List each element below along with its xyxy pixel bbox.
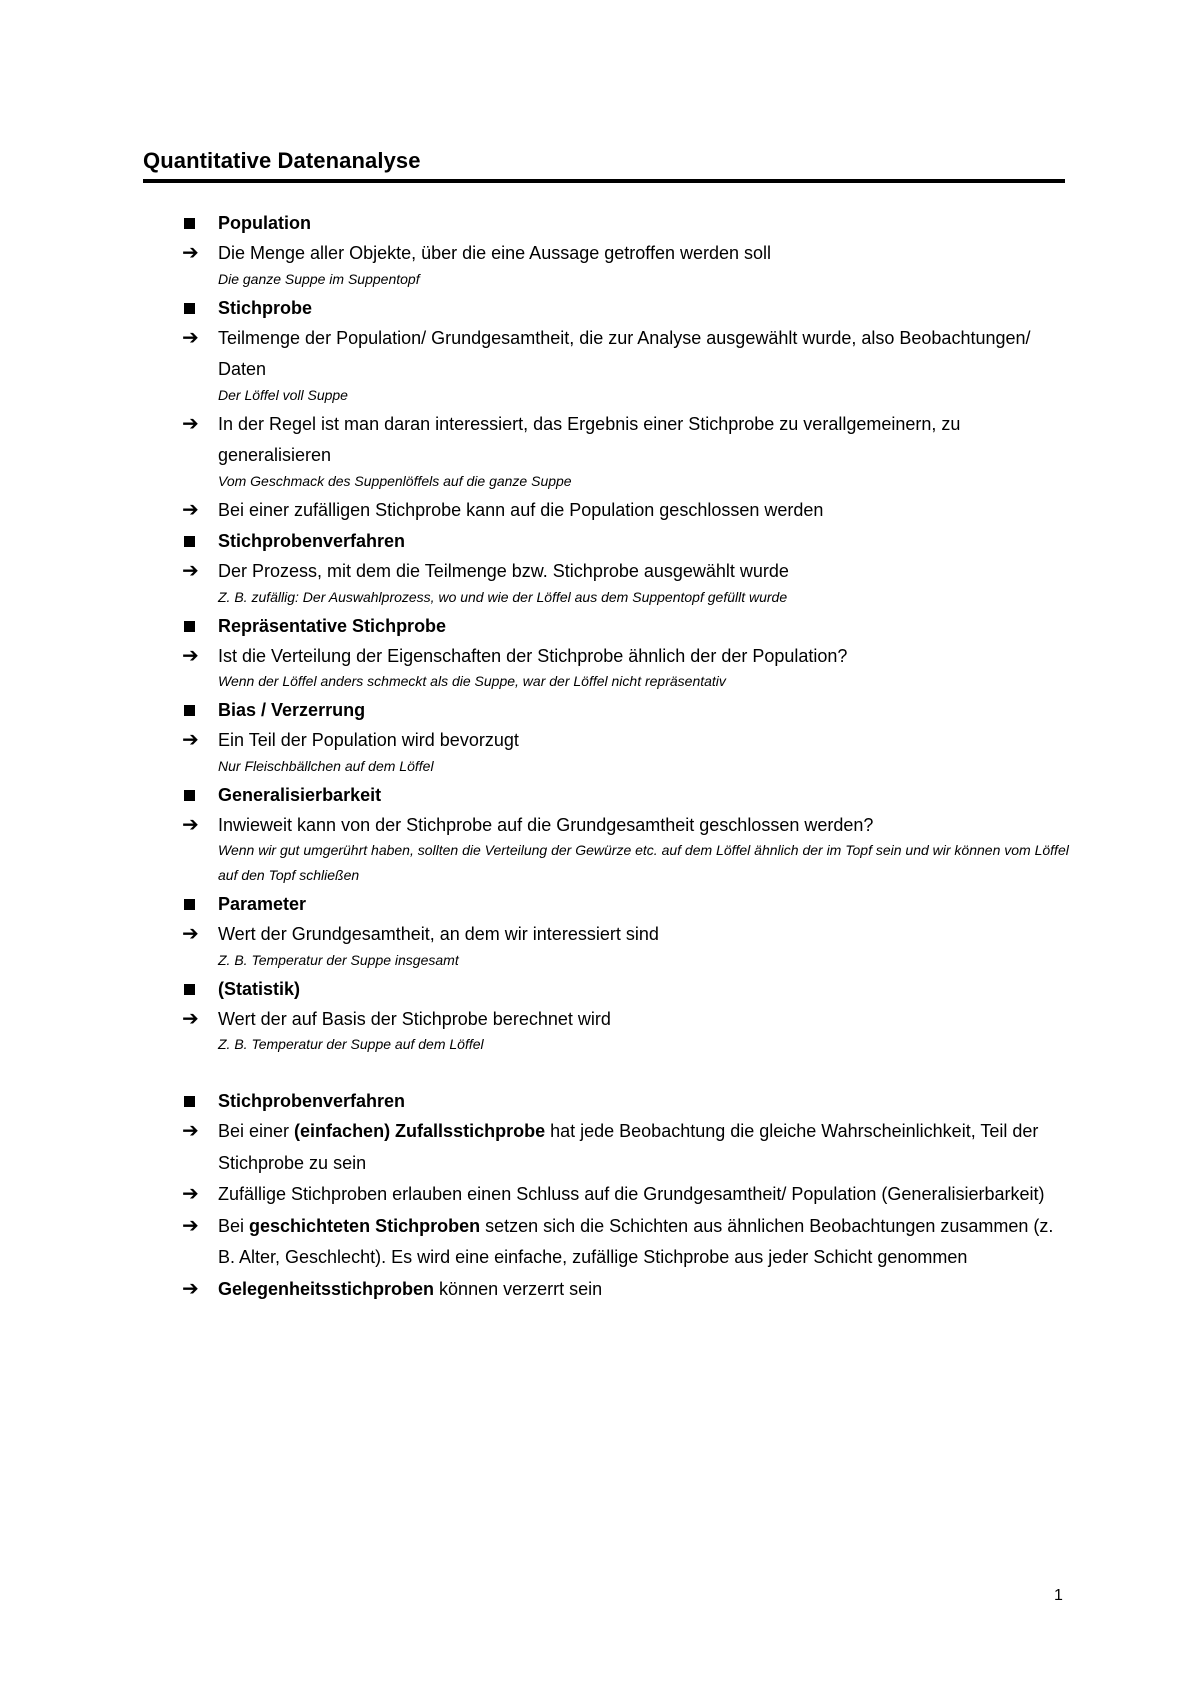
black-square-icon <box>184 984 195 995</box>
arrow-right-icon: ➔ <box>182 242 199 264</box>
bullet-heading-statistik <box>180 974 1070 1004</box>
arrow-right-icon: ➔ <box>182 923 199 945</box>
arrow-right-icon: ➔ <box>182 1214 199 1237</box>
heading-text: (Statistik) <box>218 978 301 999</box>
point-text: In der Regel ist man daran interessiert, das Ergebnis einer Stichprobe zu verallgemeinern, zu generalisieren <box>218 413 961 465</box>
point-text-bold: geschichteten Stichproben <box>249 1215 481 1236</box>
example-note: Der Löffel voll Suppe <box>218 386 348 403</box>
arrow-point <box>180 641 1070 673</box>
arrow-right-icon: ➔ <box>182 1183 199 1205</box>
heading-text: Parameter <box>218 894 307 914</box>
point-text-part: hat jede Beobachtung die gleiche Wahrscheinlichkeit, Teil der Stichprobe zu sein <box>218 1121 1039 1173</box>
point-text: Zufällige Stichproben erlauben einen Schluss auf die Grundgesamtheit/ Population (Generalisierbarkeit) <box>218 1184 1045 1204</box>
arrow-point <box>180 725 1070 757</box>
example-note: Die ganze Suppe im Suppentopf <box>218 270 420 287</box>
arrow-point <box>180 556 1070 588</box>
section-spacer <box>180 1058 1070 1086</box>
page-title: Quantitative Datenanalyse <box>143 148 421 173</box>
point-text: Der Prozess, mit dem die Teilmenge bzw. Stichprobe ausgewählt wurde <box>218 561 789 581</box>
bullet-heading-population <box>180 208 1070 238</box>
black-square-icon <box>184 790 195 801</box>
black-square-icon <box>184 1096 195 1107</box>
black-square-icon <box>184 899 195 910</box>
bullet-heading-stichprobenverfahren-2 <box>180 1086 1070 1116</box>
arrow-point <box>180 1211 1070 1274</box>
arrow-right-icon: ➔ <box>182 1277 199 1300</box>
document-body <box>180 208 1070 1305</box>
arrow-point <box>180 409 1070 472</box>
heading-text: Stichprobe <box>218 297 313 318</box>
bullet-heading-stichprobenverfahren <box>180 526 1070 556</box>
point-text-bold: (einfachen) Zufallsstichprobe <box>294 1121 546 1141</box>
point-text-part: Bei einer <box>218 1121 295 1141</box>
example-note: Vom Geschmack des Suppenlöffels auf die ganze Suppe <box>218 472 572 489</box>
black-square-icon <box>184 303 195 314</box>
example-note: Wenn der Löffel anders schmeckt als die Suppe, war der Löffel nicht repräsentativ <box>218 673 726 689</box>
arrow-right-icon: ➔ <box>182 560 199 582</box>
example-note: Z. B. Temperatur der Suppe auf dem Löffel <box>218 1036 484 1052</box>
arrow-point <box>180 810 1070 842</box>
bullet-heading-stichprobe <box>180 293 1070 323</box>
black-square-icon <box>184 218 195 229</box>
black-square-icon <box>184 536 195 547</box>
arrow-right-icon: ➔ <box>182 644 199 667</box>
arrow-point <box>180 1116 1070 1179</box>
arrow-right-icon: ➔ <box>182 412 199 435</box>
heading-text: Generalisierbarkeit <box>218 784 382 805</box>
point-text: Wert der Grundgesamtheit, an dem wir interessiert sind <box>218 924 659 944</box>
arrow-right-icon: ➔ <box>182 326 199 349</box>
arrow-point <box>180 919 1070 951</box>
arrow-right-icon: ➔ <box>182 729 199 751</box>
page-number: 1 <box>1054 1587 1063 1604</box>
heading-text: Bias / Verzerrung <box>218 700 366 720</box>
heading-text: Repräsentative Stichprobe <box>218 615 447 636</box>
bullet-heading-generalisierbarkeit <box>180 780 1070 810</box>
black-square-icon <box>184 621 195 632</box>
example-note: Nur Fleischbällchen auf dem Löffel <box>218 757 434 774</box>
arrow-right-icon: ➔ <box>182 1120 199 1142</box>
arrow-point <box>180 1004 1070 1036</box>
example-note: Z. B. zufällig: Der Auswahlprozess, wo und wie der Löffel aus dem Suppentopf gefüllt wurde <box>218 588 788 605</box>
heading-text: Stichprobenverfahren <box>218 531 406 551</box>
point-text: Bei einer zufälligen Stichprobe kann auf die Population geschlossen werden <box>218 499 824 520</box>
arrow-point <box>180 1274 1070 1306</box>
point-text-bold: Gelegenheitsstichproben <box>218 1278 435 1299</box>
point-text-part: setzen sich die Schichten aus ähnlichen Beobachtungen zusammen (z. B. Alter, Geschlecht). Es wird eine einfache, zufällige Stichprobe aus jeder Schicht genommen <box>218 1215 1054 1267</box>
arrow-point <box>180 495 1070 527</box>
arrow-point <box>180 323 1070 386</box>
point-text: Ist die Verteilung der Eigenschaften der Stichprobe ähnlich der der Population? <box>218 645 848 666</box>
arrow-right-icon: ➔ <box>182 498 199 521</box>
point-text: Teilmenge der Population/ Grundgesamtheit, die zur Analyse ausgewählt wurde, also Beobachtungen/ Daten <box>218 327 1031 379</box>
bullet-heading-parameter <box>180 889 1070 919</box>
example-note: Z. B. Temperatur der Suppe insgesamt <box>218 951 459 968</box>
heading-text: Population <box>218 213 311 233</box>
point-text: Ein Teil der Population wird bevorzugt <box>218 730 519 750</box>
point-text: Inwieweit kann von der Stichprobe auf die Grundgesamtheit geschlossen werden? <box>218 814 874 835</box>
point-text: Die Menge aller Objekte, über die eine Aussage getroffen werden soll <box>218 243 772 263</box>
bullet-heading-repraesentativ <box>180 611 1070 641</box>
arrow-point <box>180 1179 1070 1211</box>
arrow-right-icon: ➔ <box>182 1007 199 1030</box>
point-text: Wert der auf Basis der Stichprobe berechnet wird <box>218 1008 611 1029</box>
title-underline <box>143 179 1065 183</box>
point-text-part: können verzerrt sein <box>434 1278 603 1299</box>
point-text-part: Bei <box>218 1215 250 1236</box>
arrow-right-icon: ➔ <box>182 813 199 836</box>
heading-text: Stichprobenverfahren <box>218 1091 406 1111</box>
black-square-icon <box>184 705 195 716</box>
bullet-heading-bias <box>180 695 1070 725</box>
example-note: Wenn wir gut umgerührt haben, sollten die Verteilung der Gewürze etc. auf dem Löffel ähnlich der im Topf sein und wir können vom Löffel auf den Topf schließen <box>218 842 1069 883</box>
arrow-point <box>180 238 1070 270</box>
